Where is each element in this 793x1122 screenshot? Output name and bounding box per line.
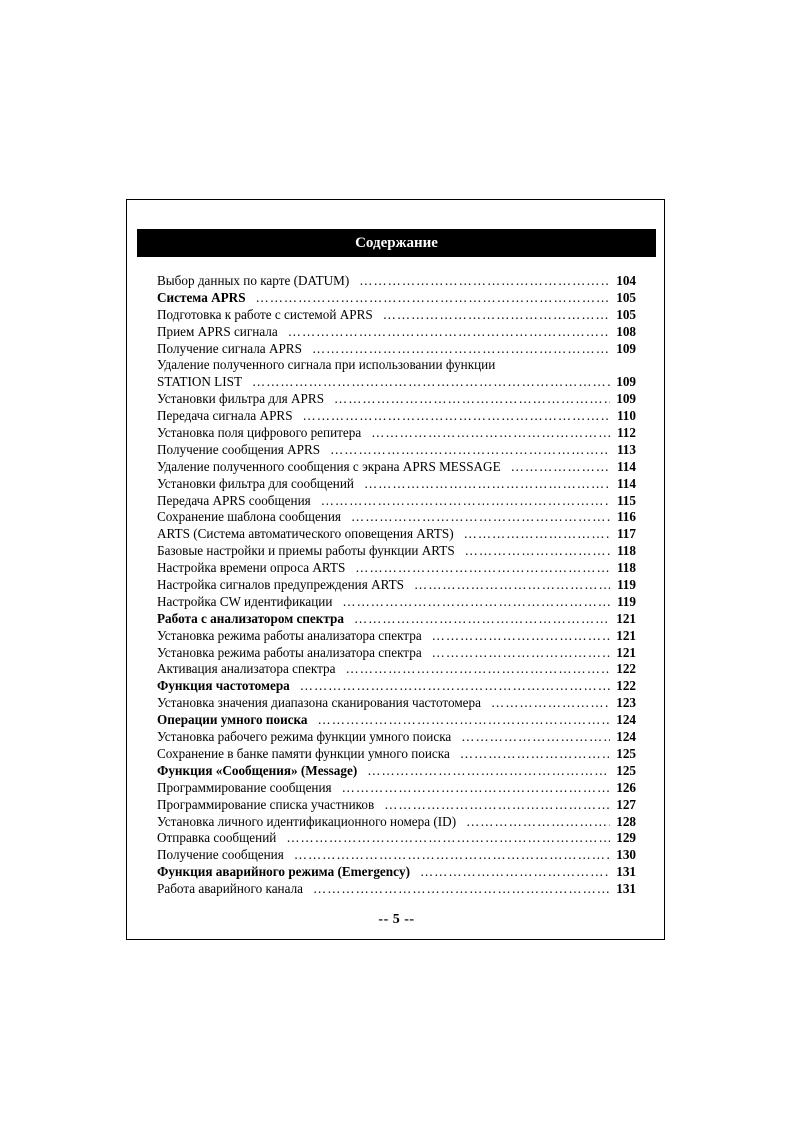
toc-entry [157,509,636,526]
toc-entry [157,577,636,594]
toc-leader-dots [342,780,610,797]
toc-entry-page: 118 [616,560,636,576]
toc-entry-page: 125 [616,745,636,761]
toc-entry-page: 115 [616,492,636,508]
toc-entry-page: 124 [616,729,636,745]
toc-leader-dots [367,763,610,780]
toc-entry-label: Получение сообщения [157,847,284,863]
toc-entry-label: Установки фильтра для APRS [157,391,325,407]
toc-entry-label: Отправка сообщений [157,830,277,846]
toc-entry [157,341,636,358]
toc-entry [157,645,636,662]
toc-entry-page: 114 [616,458,636,474]
toc-entry [157,695,636,712]
toc-entry-page: 129 [616,830,636,846]
toc-entry [157,459,636,476]
toc-entry [157,526,636,543]
toc-entry-label: Установка поля цифрового репитера [157,425,362,441]
toc-list [157,273,636,898]
toc-leader-dots [318,712,610,729]
toc-entry [157,628,636,645]
toc-leader-dots [312,341,610,358]
toc-entry-label: Установки фильтра для сообщений [157,475,354,491]
toc-entry-label: Сохранение шаблона сообщения [157,509,341,525]
toc-entry-label: Настройка времени опроса ARTS [157,560,346,576]
toc-entry [157,357,636,374]
toc-entry [157,678,636,695]
toc-entry-label: Программирование списка участников [157,796,375,812]
toc-entry [157,746,636,763]
toc-leader-dots [300,678,610,695]
toc-leader-dots [465,543,610,560]
toc-entry-label: Установка рабочего режима функции умного поиска [157,729,452,745]
toc-entry-label: Получение сигнала APRS [157,340,302,356]
toc-entry-label: STATION LIST [157,374,243,390]
toc-leader-dots [321,493,610,510]
toc-leader-dots [346,661,611,678]
toc-entry [157,797,636,814]
toc-entry-label: Установка режима работы анализатора спектра [157,644,422,660]
toc-entry-label: Получение сообщения APRS [157,441,321,457]
toc-entry-label: Выбор данных по карте (DATUM) [157,273,350,288]
toc-leader-dots [288,324,610,341]
toc-title: Содержание [137,229,656,257]
toc-leader-dots [303,408,610,425]
toc-entry [157,611,636,628]
toc-entry-page: 105 [616,289,636,305]
toc-leader-dots [252,374,610,391]
toc-entry-label: Работа с анализатором спектра [157,610,344,626]
toc-leader-dots [384,797,610,814]
toc-entry [157,493,636,510]
toc-leader-dots [286,830,610,847]
toc-entry-page: 131 [616,881,636,897]
toc-entry-label: Активация анализатора спектра [157,661,336,677]
toc-leader-dots [351,509,610,526]
toc-entry-label: Базовые настройки и приемы работы функции ARTS [157,543,455,559]
toc-entry-page: 109 [616,391,636,407]
toc-entry-label: Установка режима работы анализатора спектра [157,627,422,643]
toc-entry-label: Подготовка к работе с системой APRS [157,306,373,322]
toc-leader-dots [432,628,610,645]
toc-entry-page: 121 [616,627,636,643]
toc-entry [157,290,636,307]
toc-entry [157,864,636,881]
toc-entry-page: 109 [616,340,636,356]
toc-leader-dots [371,425,610,442]
toc-entry-label: Передача сигнала APRS [157,408,293,424]
toc-leader-dots [342,594,610,611]
toc-entry-page: 109 [616,374,636,390]
toc-entry-label: ARTS (Система автоматического оповещения ARTS) [157,526,454,542]
toc-leader-dots [491,695,610,712]
toc-entry [157,307,636,324]
toc-entry-label: Установка личного идентификационного номера (ID) [157,813,457,829]
toc-entry-page: 114 [616,475,636,491]
toc-leader-dots [355,560,610,577]
toc-leader-dots [464,526,610,543]
toc-entry-label: Функция частотомера [157,678,290,694]
toc-entry-page: 118 [616,543,636,559]
toc-entry-label: Удаление полученного сигнала при использовании функции [157,357,496,373]
toc-entry [157,442,636,459]
toc-entry [157,476,636,493]
toc-entry [157,830,636,847]
toc-entry-page: 113 [616,441,636,457]
toc-entry [157,273,636,290]
toc-entry [157,847,636,864]
toc-entry-page: 130 [616,847,636,863]
toc-entry-page: 110 [616,408,636,424]
toc-leader-dots [359,273,610,290]
toc-entry-page: 119 [616,593,636,609]
toc-leader-dots [414,577,610,594]
toc-leader-dots [334,391,610,408]
toc-leader-dots [460,746,610,763]
toc-entry-label: Настройка CW идентификации [157,593,333,609]
toc-entry [157,763,636,780]
toc-entry-label: Настройка сигналов предупреждения ARTS [157,577,405,593]
toc-entry-label: Сохранение в банке памяти функции умного поиска [157,745,450,761]
toc-entry [157,814,636,831]
toc-entry-label: Система APRS [157,289,246,305]
toc-entry-label: Операции умного поиска [157,712,308,728]
toc-leader-dots [461,729,610,746]
toc-entry [157,391,636,408]
toc-entry-label: Передача APRS сообщения [157,492,311,508]
toc-entry-label: Прием APRS сигнала [157,323,278,339]
page-number: -- 5 -- [378,912,415,927]
toc-leader-dots [364,476,610,493]
toc-leader-dots [383,307,610,324]
toc-entry-label: Программирование сообщения [157,779,332,795]
toc-entry-page: 121 [616,644,636,660]
toc-leader-dots [511,459,610,476]
toc-entry-page: 124 [616,712,636,728]
toc-leader-dots [330,442,610,459]
toc-leader-dots [466,814,610,831]
toc-entry [157,661,636,678]
toc-entry-page: 119 [616,577,636,593]
toc-entry [157,712,636,729]
toc-entry-page: 105 [616,306,636,322]
toc-entry-page: 123 [616,695,636,711]
toc-entry-page: 117 [616,526,636,542]
toc-entry-page: 131 [616,864,636,880]
toc-leader-dots [294,847,610,864]
toc-entry [157,780,636,797]
toc-entry [157,594,636,611]
toc-entry [157,560,636,577]
toc-entry-page: 104 [616,273,636,288]
toc-leader-dots [354,611,610,628]
toc-entry [157,425,636,442]
toc-entry-page: 127 [616,796,636,812]
toc-leader-dots [313,881,610,898]
toc-entry-page: 108 [616,323,636,339]
toc-entry [157,729,636,746]
toc-entry-page: 122 [616,661,636,677]
toc-entry-page: 116 [616,509,636,525]
toc-entry [157,374,636,391]
toc-entry-label: Функция «Сообщения» (Message) [157,762,358,778]
toc-entry-page: 128 [616,813,636,829]
toc-entry-label: Удаление полученного сообщения с экрана APRS MESSAGE [157,458,501,474]
toc-leader-dots [256,290,610,307]
toc-entry [157,543,636,560]
toc-leader-dots [432,645,610,662]
toc-entry-page: 121 [616,610,636,626]
toc-entry-page: 112 [616,425,636,441]
toc-entry-page: 122 [616,678,636,694]
toc-entry-page: 125 [616,762,636,778]
toc-entry-label: Работа аварийного канала [157,881,304,897]
toc-leader-dots [420,864,610,881]
toc-entry-label: Установка значения диапазона сканирования частотомера [157,695,481,711]
toc-entry-label: Функция аварийного режима (Emergency) [157,864,410,880]
toc-entry [157,881,636,898]
toc-entry-page: 126 [616,779,636,795]
toc-entry [157,324,636,341]
toc-entry [157,408,636,425]
